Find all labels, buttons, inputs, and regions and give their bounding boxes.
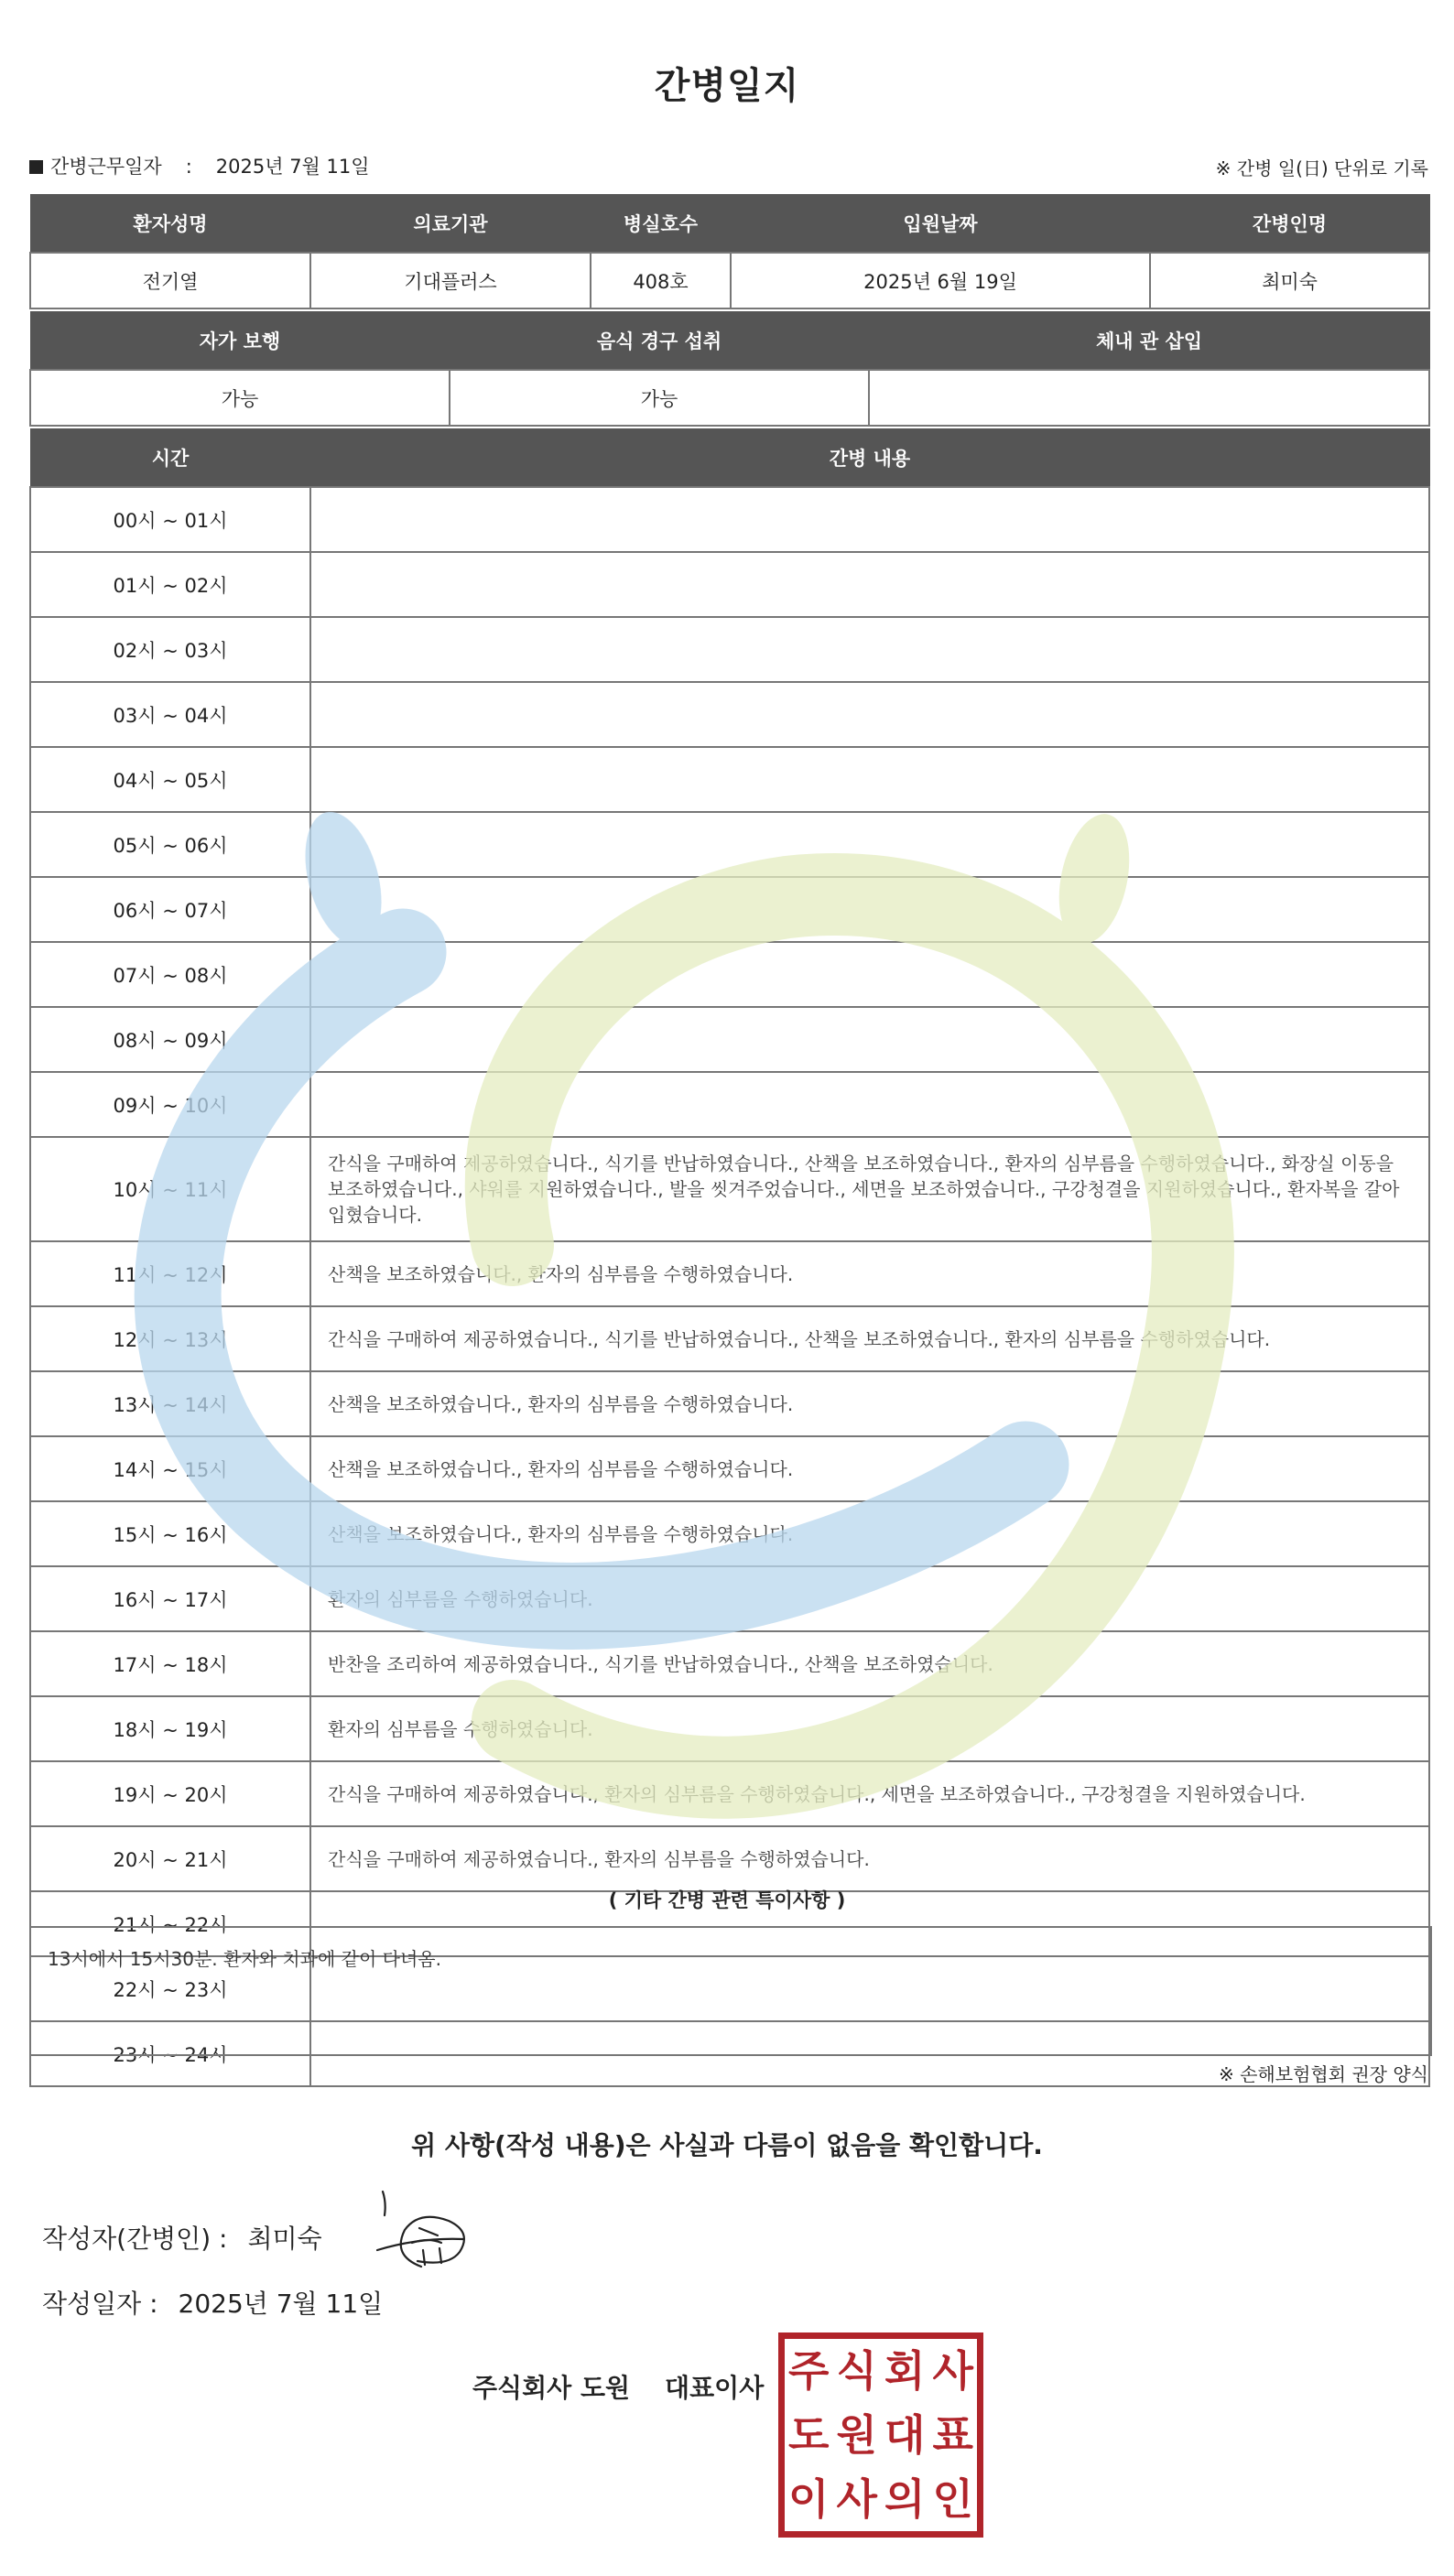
care-content: 환자의 심부름을 수행하였습니다. <box>310 1696 1429 1761</box>
table-row <box>30 682 1429 747</box>
header-patient-name: 환자성명 <box>30 195 310 254</box>
seal-glyph: 이 <box>788 2474 830 2524</box>
writer-line <box>42 2219 322 2256</box>
time-slot: 23시 ~ 24시 <box>30 2021 310 2086</box>
writer-name: 최미숙 <box>247 2224 322 2254</box>
table-row <box>30 812 1429 877</box>
header-caregiver-name: 간병인명 <box>1150 195 1429 254</box>
care-content: 환자의 심부름을 수행하였습니다. <box>310 1566 1429 1631</box>
bullet-square-icon <box>29 160 43 174</box>
page-title: 간병일지 <box>654 65 800 107</box>
time-slot: 09시 ~ 10시 <box>30 1072 310 1137</box>
table-row <box>30 747 1429 812</box>
tube-insertion-value <box>869 370 1429 426</box>
care-content: 산책을 보조하였습니다., 환자의 심부름을 수행하였습니다. <box>310 1436 1429 1501</box>
header-room: 병실호수 <box>591 195 731 254</box>
patient-status-table <box>29 311 1430 427</box>
confirmation-statement: 위 사항(작성 내용)은 사실과 다름이 없음을 확인합니다. <box>411 2130 1043 2160</box>
care-content <box>310 747 1429 812</box>
header-admission-date: 입원날짜 <box>731 195 1150 254</box>
table-row <box>30 1826 1429 1891</box>
time-slot: 08시 ~ 09시 <box>30 1007 310 1072</box>
seal-glyph: 인 <box>932 2474 973 2524</box>
table-row <box>30 617 1429 682</box>
company-line <box>472 2368 764 2405</box>
seal-glyph: 도 <box>788 2410 830 2460</box>
writer-label: 작성자(간병인) : <box>42 2224 228 2254</box>
time-slot: 12시 ~ 13시 <box>30 1306 310 1371</box>
care-content: 산책을 보조하였습니다., 환자의 심부름을 수행하였습니다. <box>310 1501 1429 1566</box>
care-content: 산책을 보조하였습니다., 환자의 심부름을 수행하였습니다. <box>310 1371 1429 1436</box>
care-content <box>310 812 1429 877</box>
oral-intake-value: 가능 <box>450 370 869 426</box>
care-content <box>310 617 1429 682</box>
work-date <box>29 152 370 179</box>
seal-glyph: 표 <box>932 2410 973 2460</box>
care-content <box>310 942 1429 1007</box>
seal-glyph: 회 <box>884 2346 926 2396</box>
time-slot: 20시 ~ 21시 <box>30 1826 310 1891</box>
header-self-walking: 자가 보행 <box>30 312 450 371</box>
header-oral-intake: 음식 경구 섭취 <box>450 312 869 371</box>
header-tube-insertion: 체내 관 삽입 <box>869 312 1429 371</box>
notes-box: 13시에서 15시30분. 환자와 치과에 같이 다녀옴. <box>29 1926 1432 2056</box>
care-content <box>310 552 1429 617</box>
care-content <box>310 1007 1429 1072</box>
header-care-content: 간병 내용 <box>310 429 1429 488</box>
time-slot: 07시 ~ 08시 <box>30 942 310 1007</box>
care-content <box>310 1072 1429 1137</box>
time-slot: 18시 ~ 19시 <box>30 1696 310 1761</box>
care-content: 간식을 구매하여 제공하였습니다., 식기를 반납하였습니다., 산책을 보조하였습니다., 환자의 심부름을 수행하였습니다. <box>310 1306 1429 1371</box>
table-row <box>30 487 1429 552</box>
time-slot: 13시 ~ 14시 <box>30 1371 310 1436</box>
company-role: 대표이사 <box>665 2373 765 2403</box>
header-time: 시간 <box>30 429 310 488</box>
table-row <box>30 1761 1429 1826</box>
company-name: 주식회사 도원 <box>472 2373 631 2403</box>
care-content <box>310 877 1429 942</box>
seal-glyph: 원 <box>836 2410 877 2460</box>
time-slot: 19시 ~ 20시 <box>30 1761 310 1826</box>
table-row <box>30 1436 1429 1501</box>
seal-glyph: 의 <box>884 2474 926 2524</box>
table-row <box>30 1241 1429 1306</box>
time-slot: 06시 ~ 07시 <box>30 877 310 942</box>
time-slot: 10시 ~ 11시 <box>30 1137 310 1241</box>
work-date-label: 간병근무일자 <box>50 156 162 178</box>
seal-glyph: 사 <box>932 2346 973 2396</box>
table-row <box>30 552 1429 617</box>
care-content: 반찬을 조리하여 제공하였습니다., 식기를 반납하였습니다., 산책을 보조하였습니다. <box>310 1631 1429 1696</box>
table-row <box>30 1137 1429 1241</box>
care-content: 산책을 보조하였습니다., 환자의 심부름을 수행하였습니다. <box>310 1241 1429 1306</box>
admission-date: 2025년 6월 19일 <box>731 253 1150 308</box>
patient-info-table <box>29 194 1430 309</box>
time-slot: 21시 ~ 22시 <box>30 1891 310 1956</box>
header-hospital: 의료기관 <box>310 195 591 254</box>
time-slot: 16시 ~ 17시 <box>30 1566 310 1631</box>
care-content: 간식을 구매하여 제공하였습니다., 환자의 심부름을 수행하였습니다., 세면을 보조하였습니다., 구강청결을 지원하였습니다. <box>310 1761 1429 1826</box>
room-number: 408호 <box>591 253 731 308</box>
table-row <box>30 1072 1429 1137</box>
table-row <box>30 1566 1429 1631</box>
care-content: 간식을 구매하여 제공하였습니다., 식기를 반납하였습니다., 산책을 보조하였습니다., 환자의 심부름을 수행하였습니다., 화장실 이동을 보조하였습니다., 샤워를 지원하였습니다., 발을 씻겨주었습니다., 세면을 보조하였습니다., 구강청결을 지원하였습니다., 환자복을 갈아입혔습니다. <box>310 1137 1429 1241</box>
time-slot: 00시 ~ 01시 <box>30 487 310 552</box>
seal-glyph: 사 <box>836 2474 877 2524</box>
notes-title: ( 기타 간병 관련 특이사항 ) <box>608 1889 846 1911</box>
self-walking-value: 가능 <box>30 370 450 426</box>
caregiver-name: 최미숙 <box>1150 253 1429 308</box>
table-row <box>30 1696 1429 1761</box>
care-content <box>310 682 1429 747</box>
care-content: 간식을 구매하여 제공하였습니다., 환자의 심부름을 수행하였습니다. <box>310 1826 1429 1891</box>
patient-name: 전기열 <box>30 253 310 308</box>
work-date-value: 2025년 7월 11일 <box>215 156 370 178</box>
time-slot: 03시 ~ 04시 <box>30 682 310 747</box>
table-row <box>30 1007 1429 1072</box>
time-slot: 02시 ~ 03시 <box>30 617 310 682</box>
time-slot: 11시 ~ 12시 <box>30 1241 310 1306</box>
seal-glyph: 식 <box>836 2346 877 2396</box>
table-row <box>30 1371 1429 1436</box>
record-unit-note: ※ 간병 일(日) 단위로 기록 <box>1215 157 1428 179</box>
written-date-label: 작성일자 : <box>42 2289 158 2319</box>
time-slot: 14시 ~ 15시 <box>30 1436 310 1501</box>
handwritten-signature <box>364 2184 493 2276</box>
time-slot: 17시 ~ 18시 <box>30 1631 310 1696</box>
form-source-note: ※ 손해보험협회 권장 양식 <box>1218 2063 1428 2085</box>
table-row <box>30 1631 1429 1696</box>
written-date-value: 2025년 7월 11일 <box>178 2289 384 2319</box>
time-slot: 05시 ~ 06시 <box>30 812 310 877</box>
seal-glyph: 대 <box>884 2410 926 2460</box>
table-row <box>30 942 1429 1007</box>
hospital: 기대플러스 <box>310 253 591 308</box>
time-slot: 15시 ~ 16시 <box>30 1501 310 1566</box>
written-date-line <box>42 2284 383 2321</box>
care-log-table <box>29 428 1430 2087</box>
table-row <box>30 1306 1429 1371</box>
company-seal <box>778 2332 983 2538</box>
time-slot: 04시 ~ 05시 <box>30 747 310 812</box>
time-slot: 01시 ~ 02시 <box>30 552 310 617</box>
time-slot: 22시 ~ 23시 <box>30 1956 310 2021</box>
work-date-separator: : <box>185 156 192 178</box>
table-row <box>30 877 1429 942</box>
care-content <box>310 487 1429 552</box>
seal-glyph: 주 <box>788 2346 830 2396</box>
table-row <box>30 1501 1429 1566</box>
